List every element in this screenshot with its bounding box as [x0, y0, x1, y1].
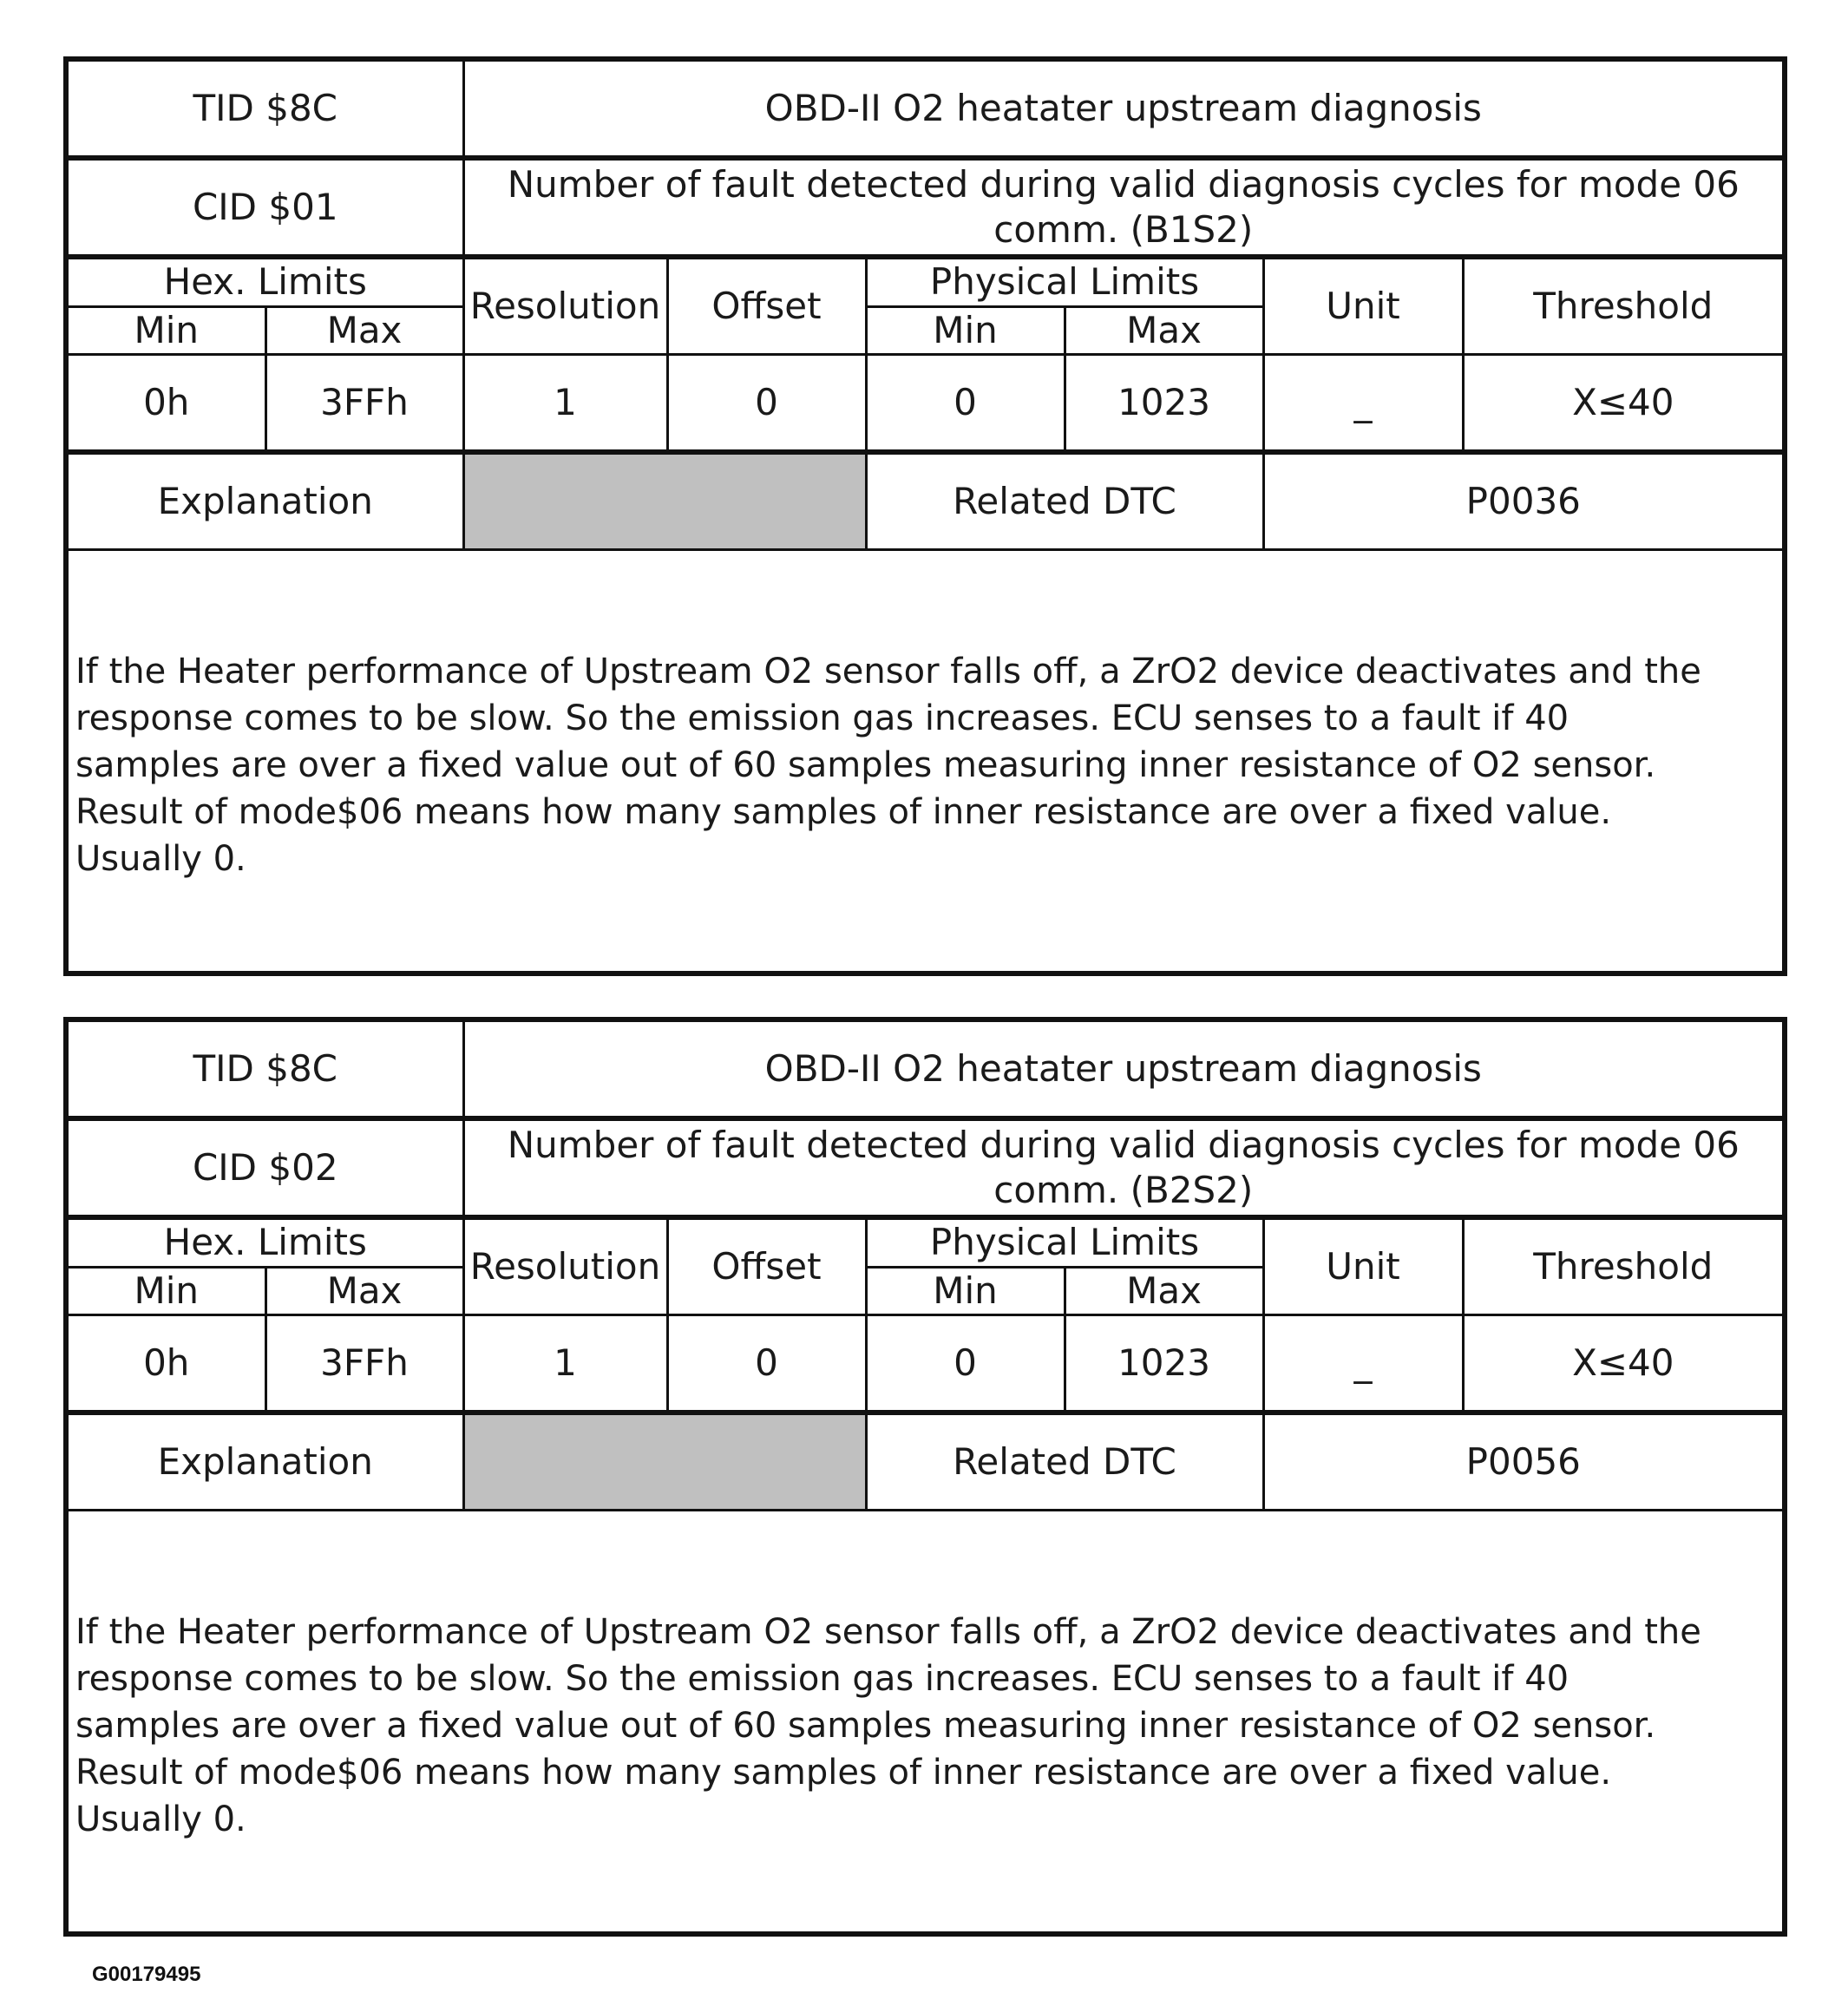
- explanation-line: Usually 0.: [75, 839, 246, 879]
- phys-min-value: 0: [866, 355, 1065, 453]
- phys-max-value: 1023: [1065, 355, 1263, 453]
- diagnosis-table-1: [63, 56, 1787, 976]
- offset-value: 0: [667, 355, 866, 453]
- tid-description: OBD-II O2 heatater upstream diagnosis: [463, 62, 1782, 158]
- explanation-line: Result of mode$06 means how many samples of inner resistance are over a fixed value.: [75, 792, 1612, 832]
- phys-max-value: 1023: [1065, 1315, 1263, 1413]
- threshold-header: Threshold: [1463, 1217, 1782, 1315]
- physical-limits-header: Physical Limits: [866, 257, 1263, 306]
- explanation-label: Explanation: [69, 452, 463, 550]
- diagnosis-grid: [69, 62, 1782, 980]
- related-dtc-value: P0036: [1263, 452, 1782, 550]
- threshold-value: X≤40: [1463, 355, 1782, 453]
- resolution-value: 1: [463, 1315, 667, 1413]
- offset-header: Offset: [667, 257, 866, 355]
- resolution-header: Resolution: [463, 1217, 667, 1315]
- explanation-text: [69, 1511, 1782, 1941]
- hex-limits-header: Hex. Limits: [69, 1217, 463, 1267]
- tid-description: OBD-II O2 heatater upstream diagnosis: [463, 1022, 1782, 1118]
- explanation-line: response comes to be slow. So the emission gas increases. ECU senses to a fault if 40: [75, 1659, 1569, 1699]
- phys-min-header: Min: [866, 306, 1065, 355]
- tid-label: TID $8C: [69, 62, 463, 158]
- hex-max-value: 3FFh: [265, 1315, 463, 1413]
- threshold-header: Threshold: [1463, 257, 1782, 355]
- cid-description: Number of fault detected during valid diagnosis cycles for mode 06 comm. (B2S2): [463, 1118, 1782, 1217]
- diagnosis-grid: [69, 1022, 1782, 1940]
- physical-limits-header: Physical Limits: [866, 1217, 1263, 1267]
- offset-header: Offset: [667, 1217, 866, 1315]
- shaded-cell: [463, 452, 866, 550]
- explanation-text: [69, 550, 1782, 980]
- phys-max-header: Max: [1065, 306, 1263, 355]
- threshold-value: X≤40: [1463, 1315, 1782, 1413]
- related-dtc-label: Related DTC: [866, 1413, 1263, 1511]
- unit-value: _: [1263, 1315, 1463, 1413]
- hex-max-header: Max: [265, 306, 463, 355]
- unit-value: _: [1263, 355, 1463, 453]
- explanation-line: samples are over a fixed value out of 60 samples measuring inner resistance of O2 sensor.: [75, 745, 1656, 785]
- explanation-line: If the Heater performance of Upstream O2 sensor falls off, a ZrO2 device deactivates and the: [75, 1612, 1701, 1652]
- hex-min-header: Min: [69, 1267, 265, 1315]
- related-dtc-label: Related DTC: [866, 452, 1263, 550]
- explanation-line: Usually 0.: [75, 1800, 246, 1839]
- diagnosis-table-2: [63, 1017, 1787, 1937]
- offset-value: 0: [667, 1315, 866, 1413]
- explanation-line: response comes to be slow. So the emission gas increases. ECU senses to a fault if 40: [75, 698, 1569, 738]
- shaded-cell: [463, 1413, 866, 1511]
- explanation-line: If the Heater performance of Upstream O2 sensor falls off, a ZrO2 device deactivates and the: [75, 652, 1701, 692]
- hex-min-header: Min: [69, 306, 265, 355]
- resolution-header: Resolution: [463, 257, 667, 355]
- figure-code: G00179495: [92, 1963, 201, 1986]
- explanation-line: Result of mode$06 means how many samples of inner resistance are over a fixed value.: [75, 1753, 1612, 1793]
- cid-description: Number of fault detected during valid diagnosis cycles for mode 06 comm. (B1S2): [463, 158, 1782, 257]
- cid-label: CID $01: [69, 158, 463, 257]
- unit-header: Unit: [1263, 257, 1463, 355]
- hex-max-value: 3FFh: [265, 355, 463, 453]
- hex-min-value: 0h: [69, 1315, 265, 1413]
- tid-label: TID $8C: [69, 1022, 463, 1118]
- hex-max-header: Max: [265, 1267, 463, 1315]
- hex-limits-header: Hex. Limits: [69, 257, 463, 306]
- hex-min-value: 0h: [69, 355, 265, 453]
- cid-label: CID $02: [69, 1118, 463, 1217]
- explanation-line: samples are over a fixed value out of 60 samples measuring inner resistance of O2 sensor.: [75, 1706, 1656, 1746]
- phys-min-value: 0: [866, 1315, 1065, 1413]
- phys-min-header: Min: [866, 1267, 1065, 1315]
- unit-header: Unit: [1263, 1217, 1463, 1315]
- resolution-value: 1: [463, 355, 667, 453]
- explanation-label: Explanation: [69, 1413, 463, 1511]
- related-dtc-value: P0056: [1263, 1413, 1782, 1511]
- phys-max-header: Max: [1065, 1267, 1263, 1315]
